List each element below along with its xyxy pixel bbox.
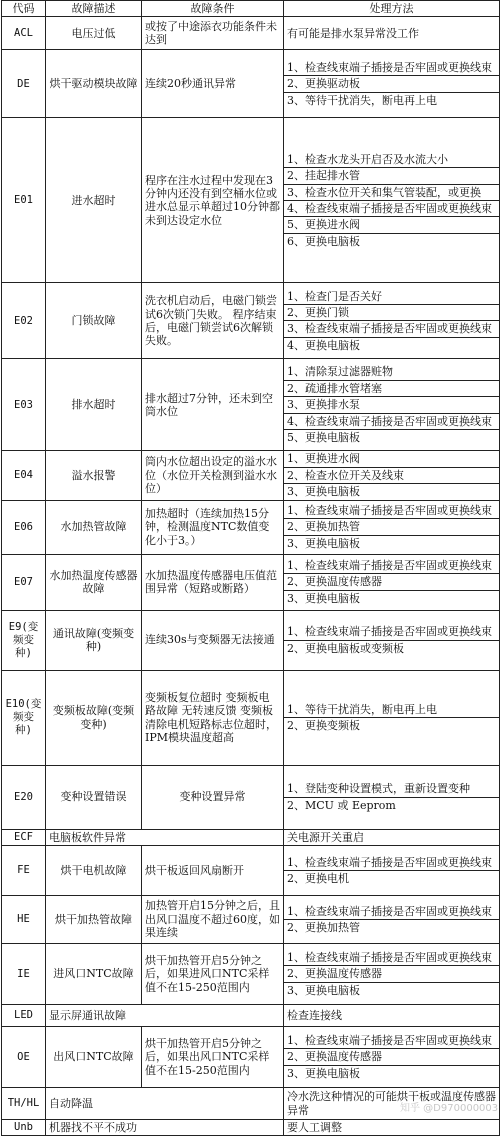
solution-step: 1、检查线束端子插接是否牢固或更换线束 (287, 950, 492, 964)
fault-description: 烘干电机故障 (46, 846, 142, 896)
fault-solution (284, 1120, 500, 1136)
table-row (2, 1027, 500, 1088)
fault-description: 进风口NTC故障 (46, 944, 142, 1005)
fault-condition: 烘干加热管开启5分钟之后，如果进风口NTC采样值不在15-250范围内 (142, 944, 284, 1005)
fault-code: E9(变频变种) (2, 610, 46, 670)
fault-solution (284, 610, 500, 670)
fault-solution (284, 359, 500, 451)
solution-step: 5、更换电脑板 (284, 429, 499, 445)
fault-code: DE (2, 50, 46, 118)
solution-step: 1、检查线束端子插接是否牢固或更换线束 (287, 855, 492, 869)
solution-step: 1、清除泵过滤器赃物 (287, 365, 393, 379)
fault-solution (284, 670, 500, 765)
solution-step: 1、更换进水阀 (287, 452, 360, 466)
table-row (2, 896, 500, 944)
solution-step: 2、更换加热管 (284, 919, 499, 935)
solution-step: 检查连接线 (287, 1008, 342, 1022)
table-row (2, 359, 500, 451)
fault-condition: 或按了中途添衣功能条件未达到 (142, 17, 284, 50)
fault-solution (284, 944, 500, 1005)
fault-solution (284, 846, 500, 896)
table-row (2, 554, 500, 610)
solution-step: 2、更换温度传感器 (284, 573, 499, 589)
solution-step: 1、检查水龙头开启否及水流大小 (287, 152, 448, 166)
solution-step: 2、更换门锁 (284, 304, 499, 320)
solution-step: 1、检查线束端子插接是否牢固或更换线束 (287, 60, 492, 74)
solution-step: 1、检查线束端子插接是否牢固或更换线束 (287, 559, 492, 573)
solution-step: 2、更换驱动板 (284, 75, 499, 91)
solution-step: 有可能是排水泵异常没工作 (287, 26, 419, 40)
table-row (2, 1120, 500, 1136)
fault-condition: 水加热温度传感器电压值范围异常（短路或断路） (142, 554, 284, 610)
fault-solution (284, 896, 500, 944)
table-row (2, 829, 500, 845)
fault-description: 溢水报警 (46, 451, 142, 500)
fault-solution (284, 554, 500, 610)
solution-step: 2、挂起排水管 (284, 167, 499, 183)
fault-condition: 连续20秒通讯异常 (142, 50, 284, 118)
fault-solution (284, 1027, 500, 1088)
solution-step: 1、检查线束端子插接是否牢固或更换线束 (287, 904, 492, 918)
fault-code: E04 (2, 451, 46, 500)
fault-description: 电压过低 (46, 17, 142, 50)
solution-step: 3、更换电脑板 (284, 982, 499, 998)
fault-description: 水加热温度传感器故障 (46, 554, 142, 610)
fault-code: E10(变频变种) (2, 670, 46, 765)
solution-step: 1、检查线束端子插接是否牢固或更换线束 (287, 1033, 492, 1047)
fault-condition: 烘干板返回风扇断开 (142, 846, 284, 896)
table-row (2, 610, 500, 670)
solution-step: 1、检查门是否关好 (287, 289, 382, 303)
fault-solution (284, 50, 500, 118)
solution-step: 3、更换电脑板 (284, 535, 499, 551)
fault-code: E01 (2, 118, 46, 283)
header-condition: 故障条件 (142, 1, 284, 17)
fault-description: 自动降温 (46, 1088, 284, 1120)
header-code: 代码 (2, 1, 46, 17)
fault-condition: 洗衣机启动后，电磁门锁尝试6次锁门失败。 程序结束后，电磁门锁尝试6次解锁失败。 (142, 283, 284, 359)
table-row (2, 765, 500, 829)
fault-code-table (1, 0, 500, 1136)
fault-condition: 筒内水位超出设定的溢水水位（水位开关检测到溢水水位） (142, 451, 284, 500)
fault-code: ACL (2, 17, 46, 50)
solution-step: 5、更换进水阀 (284, 216, 499, 232)
fault-code: E07 (2, 554, 46, 610)
fault-solution (284, 765, 500, 829)
solution-step: 3、更换电脑板 (284, 1065, 499, 1081)
solution-step: 6、更换电脑板 (284, 233, 499, 249)
solution-step: 3、更换排水泵 (284, 396, 499, 412)
fault-code: LED (2, 1005, 46, 1027)
fault-condition: 加热超时（连续加热15分钟，检测温度NTC数值变化小于3。） (142, 500, 284, 554)
fault-description: 排水超时 (46, 359, 142, 451)
fault-condition: 程序在注水过程中发现在3分钟内还没有到空桶水位或进水总显示单超过10分钟都未到达设定水位 (142, 118, 284, 283)
fault-description: 显示屏通讯故障 (46, 1005, 284, 1027)
solution-step: 冷水洗这种情况的可能烘干板或温度传感器异常 (287, 1090, 496, 1117)
table-row (2, 451, 500, 500)
header-description: 故障描述 (46, 1, 142, 17)
solution-step: 1、等待干扰消失，断电再上电 (287, 702, 437, 716)
solution-step: 2、更换温度传感器 (284, 965, 499, 981)
fault-code: FE (2, 846, 46, 896)
solution-step: 3、等待干扰消失，断电再上电 (284, 92, 499, 108)
solution-step: 2、MCU 或 Eeprom (284, 797, 499, 813)
fault-solution (284, 451, 500, 500)
solution-step: 4、检查线束端子插接是否牢固或更换线束 (284, 200, 499, 216)
solution-step: 2、更换温度传感器 (284, 1048, 499, 1064)
fault-description: 烘干驱动模块故障 (46, 50, 142, 118)
solution-step: 2、检查水位开关及线束 (284, 467, 499, 483)
solution-step: 1、登陆变种设置模式，重新设置变种 (287, 782, 470, 796)
fault-code: IE (2, 944, 46, 1005)
fault-code: TH/HL (2, 1088, 46, 1120)
solution-step: 4、检查线束端子插接是否牢固或更换线束 (284, 413, 499, 429)
fault-condition: 变种设置异常 (142, 765, 284, 829)
table-row (2, 50, 500, 118)
fault-solution (284, 829, 500, 845)
solution-step: 1、检查线束端子插接是否牢固或更换线束 (287, 625, 492, 639)
solution-step: 2、更换电机 (284, 870, 499, 886)
solution-step: 2、疏通排水管堵塞 (284, 380, 499, 396)
fault-condition: 排水超过7分钟，还未到空筒水位 (142, 359, 284, 451)
solution-step: 1、检查线束端子插接是否牢固或更换线束 (287, 504, 492, 518)
fault-code: E06 (2, 500, 46, 554)
fault-description: 门锁故障 (46, 283, 142, 359)
header-row (2, 1, 500, 17)
table-row (2, 283, 500, 359)
fault-solution (284, 283, 500, 359)
fault-solution (284, 1005, 500, 1027)
fault-solution (284, 500, 500, 554)
fault-description: 机器找不平不成功 (46, 1120, 284, 1136)
table-row (2, 17, 500, 50)
fault-code: E02 (2, 283, 46, 359)
solution-step: 3、更换电脑板 (284, 590, 499, 606)
solution-step: 要人工调整 (287, 1121, 342, 1135)
fault-description: 烘干加热管故障 (46, 896, 142, 944)
fault-description: 变种设置错误 (46, 765, 142, 829)
table-row (2, 846, 500, 896)
fault-condition: 变频板复位超时 变频板电路故障 无转速反馈 变频板清除电机短路标志位超时，IPM模块温度超高 (142, 670, 284, 765)
solution-step: 3、更换电脑板 (284, 483, 499, 499)
fault-code: E20 (2, 765, 46, 829)
solution-step: 2、更换电脑板或变频板 (284, 640, 499, 656)
solution-step: 4、更换电脑板 (284, 337, 499, 353)
fault-code: Unb (2, 1120, 46, 1136)
fault-condition: 烘干加热管开启5分钟之后，如果出风口NTC采样值不在15-250范围内 (142, 1027, 284, 1088)
fault-description: 通讯故障(变频变种) (46, 610, 142, 670)
fault-code: OE (2, 1027, 46, 1088)
fault-description: 变频板故障(变频变种) (46, 670, 142, 765)
fault-description: 水加热管故障 (46, 500, 142, 554)
fault-code: ECF (2, 829, 46, 845)
fault-description: 进水超时 (46, 118, 142, 283)
watermark: 知乎 @D970000003 (400, 1103, 499, 1114)
fault-solution (284, 17, 500, 50)
table-row (2, 118, 500, 283)
table-row (2, 1005, 500, 1027)
fault-condition: 连续30s与变频器无法接通 (142, 610, 284, 670)
fault-condition: 加热管开启15分钟之后，且出风口温度不超过60度，如果连续 (142, 896, 284, 944)
solution-step: 2、更换变频板 (284, 717, 499, 733)
fault-solution (284, 118, 500, 283)
solution-step: 3、检查水位开关和集气管装配，或更换 (284, 184, 499, 200)
table-row (2, 670, 500, 765)
solution-step: 关电源开关重启 (287, 830, 364, 844)
header-solution: 处理方法 (284, 1, 500, 17)
solution-step: 2、更换加热管 (284, 518, 499, 534)
table-row (2, 944, 500, 1005)
table-row (2, 500, 500, 554)
fault-code: E03 (2, 359, 46, 451)
solution-step: 3、检查线束端子插接是否牢固或更换线束 (284, 320, 499, 336)
fault-code: HE (2, 896, 46, 944)
table-body (2, 17, 500, 1136)
fault-description: 电脑板软件异常 (46, 829, 284, 845)
fault-description: 出风口NTC故障 (46, 1027, 142, 1088)
